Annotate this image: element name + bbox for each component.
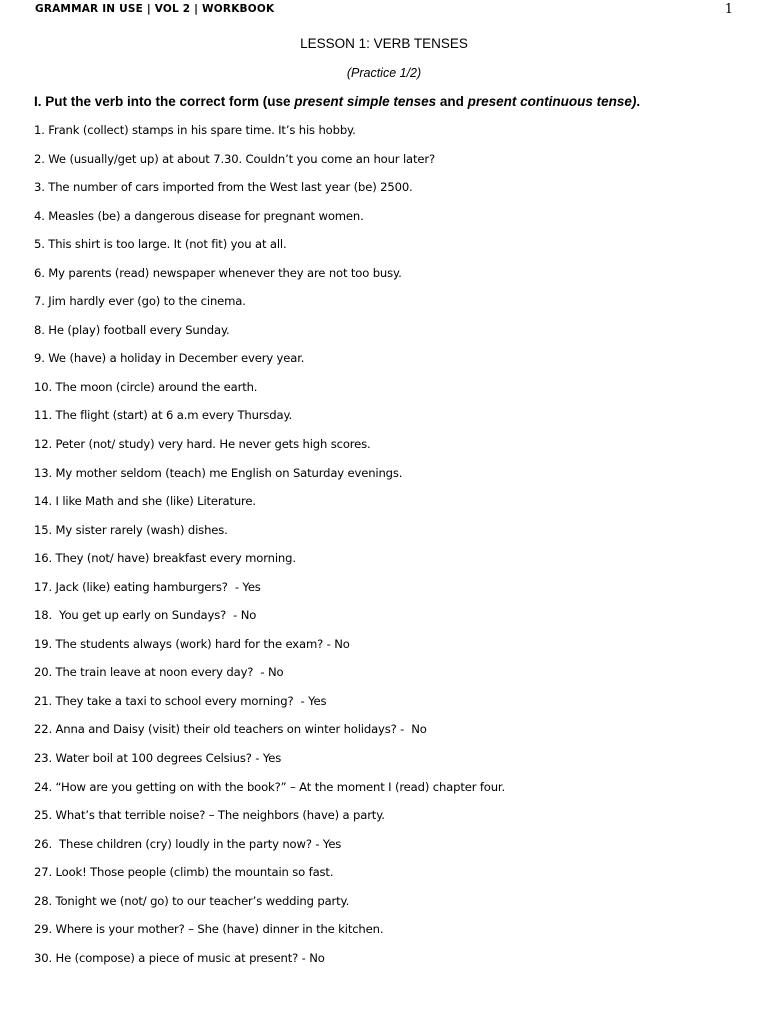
lesson-title: LESSON 1: VERB TENSES [300, 36, 468, 51]
exercise-item: 21. They take a taxi to school every morning? - Yes [34, 693, 327, 708]
exercise-item: 17. Jack (like) eating hamburgers? - Yes [34, 579, 261, 594]
exercise-item: 22. Anna and Daisy (visit) their old teachers on winter holidays? - No [34, 722, 427, 737]
exercise-item: 24. “How are you getting on with the book?” – At the moment I (read) chapter four. [34, 779, 506, 794]
exercise-item: 26. These children (cry) loudly in the party now? - Yes [34, 836, 342, 851]
exercise-item: 20. The train leave at noon every day? - No [34, 665, 284, 680]
exercise-item: 25. What’s that terrible noise? – The neighbors (have) a party. [34, 808, 385, 823]
exercise-item: 18. You get up early on Sundays? - No [34, 608, 257, 623]
instruction-emphasis-2: present continuous tense) [467, 94, 637, 109]
exercise-item: 8. He (play) football every Sunday. [34, 322, 230, 337]
instruction-prefix: I. Put the verb into the correct form (use [34, 94, 295, 109]
instruction-mid: and [436, 94, 468, 109]
exercise-item: 29. Where is your mother? – She (have) dinner in the kitchen. [34, 922, 384, 937]
page-header [35, 3, 733, 19]
exercise-item: 10. The moon (circle) around the earth. [34, 379, 258, 394]
exercise-item: 23. Water boil at 100 degrees Celsius? - Yes [34, 751, 282, 766]
exercise-item: 5. This shirt is too large. It (not fit) you at all. [34, 237, 287, 252]
exercise-list [34, 120, 734, 976]
exercise-item: 2. We (usually/get up) at about 7.30. Couldn’t you come an hour later? [34, 151, 435, 166]
exercise-item: 1. Frank (collect) stamps in his spare time. It’s his hobby. [34, 123, 356, 137]
instruction-suffix: . [636, 94, 641, 109]
exercise-item: 15. My sister rarely (wash) dishes. [34, 522, 228, 537]
exercise-item: 7. Jim hardly ever (go) to the cinema. [34, 294, 246, 309]
page-number: 1 [724, 2, 733, 17]
exercise-item: 11. The flight (start) at 6 a.m every Thursday. [34, 408, 293, 423]
exercise-item: 30. He (compose) a piece of music at present? - No [34, 950, 325, 965]
exercise-item: 4. Measles (be) a dangerous disease for pregnant women. [34, 208, 364, 223]
header-title: GRAMMAR IN USE | VOL 2 | WORKBOOK [35, 3, 275, 15]
exercise-item: 19. The students always (work) hard for the exam? - No [34, 636, 350, 651]
exercise-item: 13. My mother seldom (teach) me English on Saturday evenings. [34, 465, 403, 480]
exercise-instruction [34, 94, 640, 109]
exercise-item: 27. Look! Those people (climb) the mountain so fast. [34, 865, 334, 880]
exercise-item: 12. Peter (not/ study) very hard. He never gets high scores. [34, 437, 371, 452]
instruction-emphasis-1: present simple tenses [294, 94, 437, 109]
exercise-item: 14. I like Math and she (like) Literature. [34, 494, 256, 509]
lesson-subtitle: (Practice 1/2) [346, 66, 422, 80]
exercise-item: 9. We (have) a holiday in December every year. [34, 351, 305, 366]
exercise-item: 3. The number of cars imported from the West last year (be) 2500. [34, 180, 413, 195]
exercise-item: 16. They (not/ have) breakfast every morning. [34, 551, 296, 566]
exercise-item: 6. My parents (read) newspaper whenever they are not too busy. [34, 265, 402, 280]
exercise-item: 28. Tonight we (not/ go) to our teacher’s wedding party. [34, 893, 350, 908]
